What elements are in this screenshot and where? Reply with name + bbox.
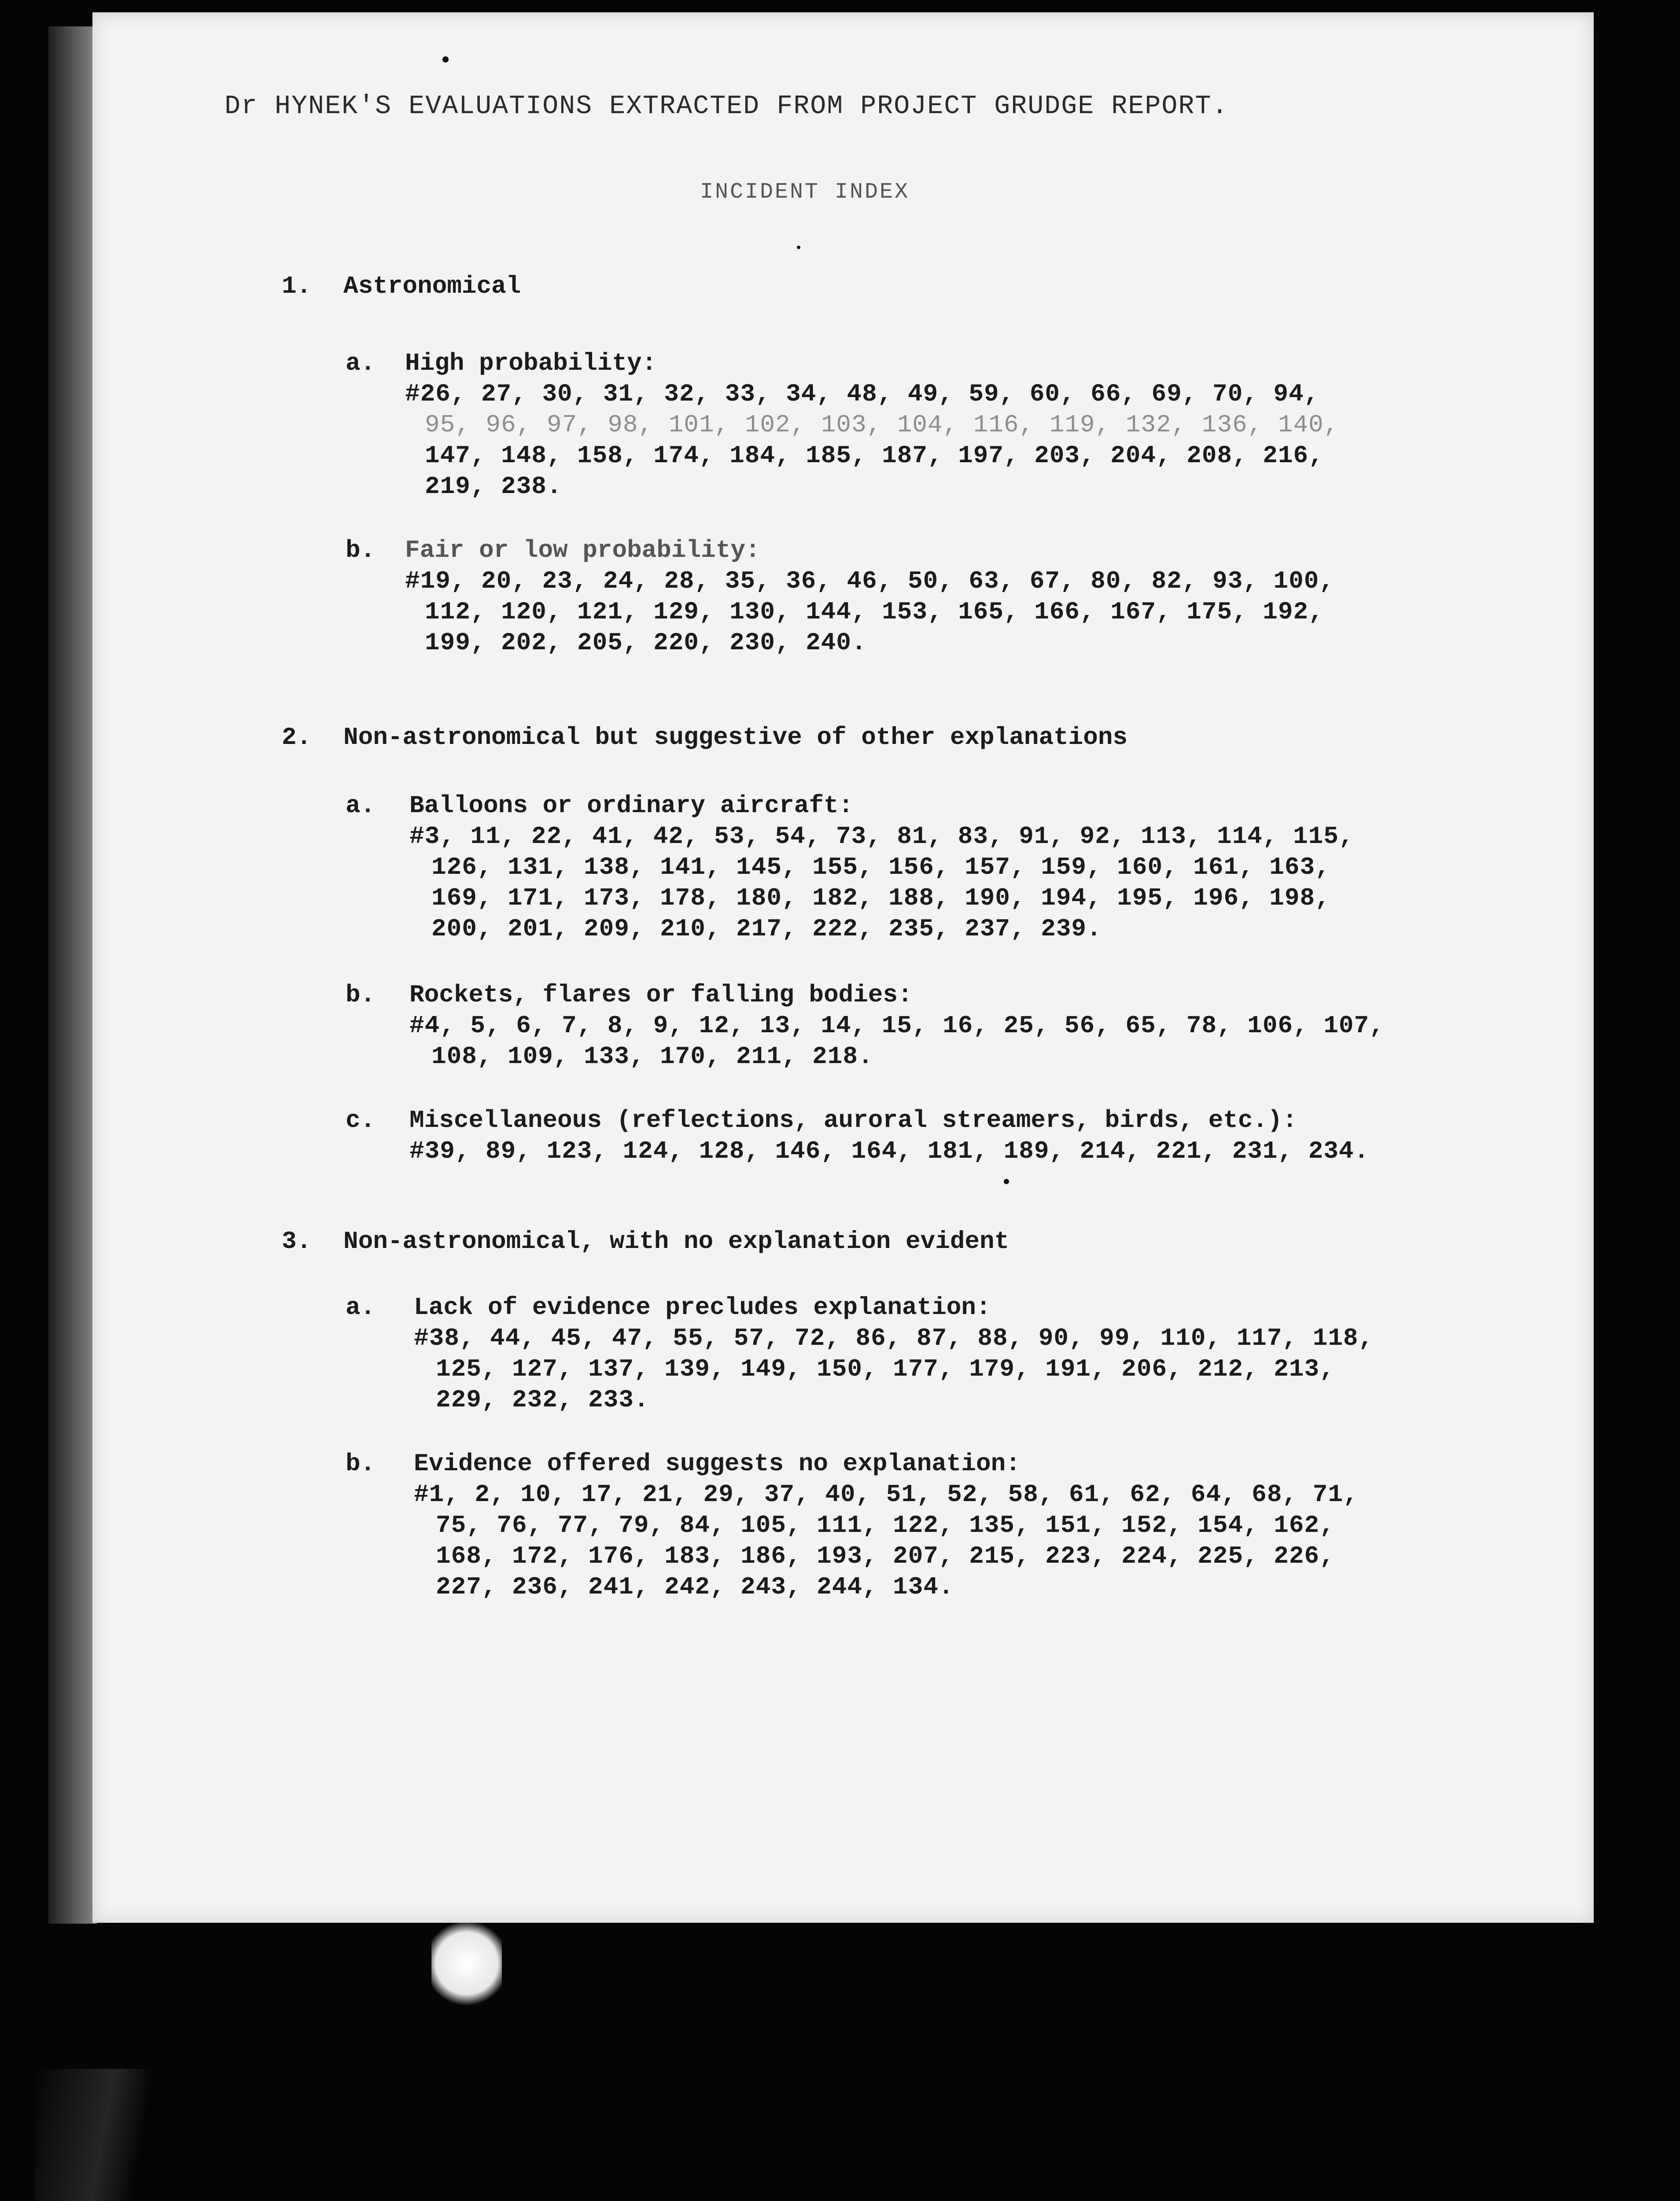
subsection-title: Evidence offered suggests no explanation: — [414, 1450, 1021, 1478]
document-subtitle: INCIDENT INDEX — [700, 180, 910, 205]
incident-numbers-line: 168, 172, 176, 183, 186, 193, 207, 215, 223, 224, 225, 226, — [436, 1542, 1335, 1570]
section-number: 1. — [282, 272, 312, 300]
subsection-letter: a. — [346, 791, 376, 820]
incident-numbers-line: 108, 109, 133, 170, 211, 218. — [431, 1042, 873, 1071]
film-scratch — [35, 2069, 211, 2201]
section-title: Non-astronomical, with no explanation evident — [343, 1227, 1009, 1255]
subsection-letter: b. — [346, 1450, 376, 1478]
film-damage-spot — [431, 1919, 502, 2007]
ink-speck — [442, 56, 449, 63]
incident-numbers-line: #39, 89, 123, 124, 128, 146, 164, 181, 189, 214, 221, 231, 234. — [409, 1137, 1370, 1165]
section-number: 3. — [282, 1227, 312, 1255]
incident-numbers-line: 219, 238. — [425, 472, 562, 501]
paper-edge-shadow — [48, 26, 97, 1924]
incident-numbers-line: 147, 148, 158, 174, 184, 185, 187, 197, 203, 204, 208, 216, — [425, 442, 1324, 470]
section-title: Astronomical — [343, 272, 521, 300]
incident-numbers-line: 200, 201, 209, 210, 217, 222, 235, 237, 239. — [431, 915, 1102, 943]
incident-numbers-line: #38, 44, 45, 47, 55, 57, 72, 86, 87, 88, 90, 99, 110, 117, 118, — [414, 1324, 1374, 1352]
incident-numbers-line: 169, 171, 173, 178, 180, 182, 188, 190, 194, 195, 196, 198, — [431, 884, 1330, 912]
incident-numbers-line: 126, 131, 138, 141, 145, 155, 156, 157, 159, 160, 161, 163, — [431, 853, 1330, 881]
subsection-title: High probability: — [405, 349, 657, 377]
incident-numbers-line: 199, 202, 205, 220, 230, 240. — [425, 629, 867, 657]
section-title: Non-astronomical but suggestive of other explanations — [343, 723, 1128, 751]
incident-numbers-line: #3, 11, 22, 41, 42, 53, 54, 73, 81, 83, 91, 92, 113, 114, 115, — [409, 822, 1354, 850]
incident-numbers-line: #26, 27, 30, 31, 32, 33, 34, 48, 49, 59, 60, 66, 69, 70, 94, — [405, 380, 1319, 408]
subsection-letter: b. — [346, 981, 376, 1009]
incident-numbers-line: 229, 232, 233. — [436, 1386, 649, 1414]
subsection-title: Rockets, flares or falling bodies: — [409, 981, 913, 1009]
ink-speck — [1004, 1179, 1009, 1184]
incident-numbers-line: 125, 127, 137, 139, 149, 150, 177, 179, 191, 206, 212, 213, — [436, 1355, 1335, 1383]
subsection-title: Balloons or ordinary aircraft: — [409, 791, 854, 820]
ink-speck — [797, 246, 800, 249]
subsection-letter: a. — [346, 1293, 376, 1321]
incident-numbers-line: 112, 120, 121, 129, 130, 144, 153, 165, 166, 167, 175, 192, — [425, 598, 1324, 626]
incident-numbers-line: #1, 2, 10, 17, 21, 29, 37, 40, 51, 52, 58, 61, 62, 64, 68, 71, — [414, 1480, 1359, 1509]
incident-numbers-line: 75, 76, 77, 79, 84, 105, 111, 122, 135, 151, 152, 154, 162, — [436, 1511, 1335, 1539]
document-page — [92, 12, 1594, 1923]
subsection-title: Miscellaneous (reflections, auroral streamers, birds, etc.): — [409, 1106, 1297, 1134]
document-content — [92, 12, 1594, 1923]
subsection-letter: a. — [346, 349, 376, 377]
subsection-title: Fair or low probability: — [405, 536, 760, 564]
incident-numbers-line: #19, 20, 23, 24, 28, 35, 36, 46, 50, 63, 67, 80, 82, 93, 100, — [405, 567, 1334, 595]
section-number: 2. — [282, 723, 312, 751]
subsection-letter: b. — [346, 536, 376, 564]
incident-numbers-line: 95, 96, 97, 98, 101, 102, 103, 104, 116, 119, 132, 136, 140, — [425, 411, 1339, 439]
incident-numbers-line: 227, 236, 241, 242, 243, 244, 134. — [436, 1573, 954, 1601]
subsection-title: Lack of evidence precludes explanation: — [414, 1293, 991, 1321]
document-title: Dr HYNEK'S EVALUATIONS EXTRACTED FROM PROJECT GRUDGE REPORT. — [225, 92, 1229, 121]
incident-numbers-line: #4, 5, 6, 7, 8, 9, 12, 13, 14, 15, 16, 25, 56, 65, 78, 106, 107, — [409, 1012, 1385, 1040]
subsection-letter: c. — [346, 1106, 376, 1134]
